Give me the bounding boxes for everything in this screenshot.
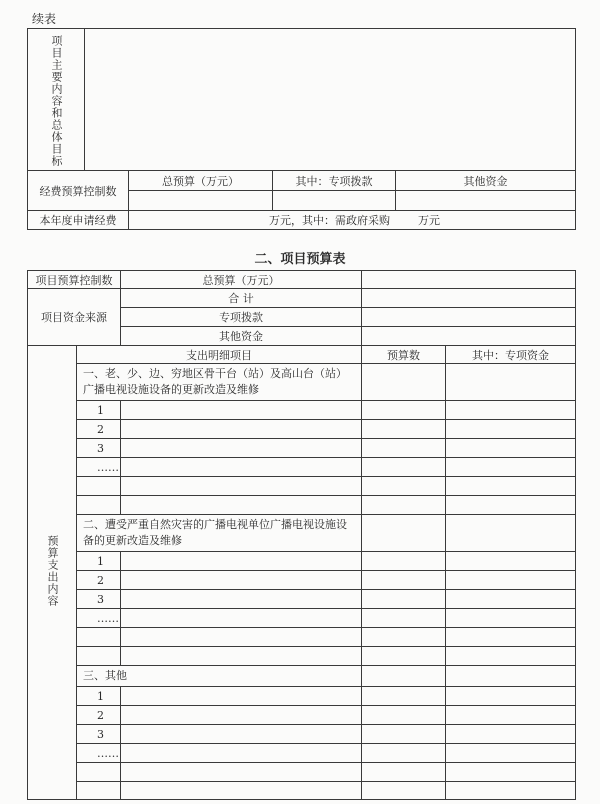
budget-cell[interactable] [362, 782, 446, 800]
row-index: 3 [77, 590, 121, 609]
budget-cell[interactable] [362, 496, 446, 515]
control-label: 项目预算控制数 [28, 271, 121, 289]
detail-cell[interactable] [121, 420, 362, 439]
budget-cell[interactable] [362, 763, 446, 782]
header-detail: 支出明细项目 [77, 346, 362, 364]
budget-cell[interactable] [362, 609, 446, 628]
expense-label-cell [28, 346, 77, 800]
header-budget: 预算数 [362, 346, 446, 364]
row-index: 2 [77, 706, 121, 725]
detail-cell[interactable] [121, 590, 362, 609]
header-special: 其中：专项资金 [446, 346, 576, 364]
detail-cell[interactable] [121, 552, 362, 571]
special-cell[interactable] [446, 763, 576, 782]
row-index-empty [77, 496, 121, 515]
row-index: 1 [77, 401, 121, 420]
budget-cell[interactable] [362, 439, 446, 458]
special-cell[interactable] [446, 666, 576, 687]
row-index-empty [77, 763, 121, 782]
source-label: 项目资金来源 [28, 289, 121, 346]
special-allocation-field[interactable] [273, 191, 396, 211]
category-3: 三、其他 [77, 666, 362, 687]
budget-cell[interactable] [362, 725, 446, 744]
row-index: …… [77, 744, 121, 763]
special-cell[interactable] [446, 590, 576, 609]
special-cell[interactable] [446, 364, 576, 401]
project-overview-table [27, 28, 576, 230]
budget-cell[interactable] [362, 401, 446, 420]
special-cell[interactable] [446, 420, 576, 439]
budget-cell[interactable] [362, 552, 446, 571]
detail-cell[interactable] [121, 763, 362, 782]
budget-cell[interactable] [362, 571, 446, 590]
col-other-funds: 其他资金 [396, 171, 576, 191]
col-total-budget: 总预算（万元） [129, 171, 273, 191]
col-special-allocation: 其中：专项拨款 [273, 171, 396, 191]
budget-control-label: 经费预算控制数 [28, 171, 129, 211]
row-index-empty [77, 477, 121, 496]
detail-cell[interactable] [121, 706, 362, 725]
detail-cell[interactable] [121, 725, 362, 744]
special-cell[interactable] [446, 725, 576, 744]
budget-cell[interactable] [362, 744, 446, 763]
row-index-empty [77, 782, 121, 800]
special-cell[interactable] [446, 628, 576, 647]
source-special-field[interactable] [362, 308, 576, 327]
other-funds-field[interactable] [396, 191, 576, 211]
budget-cell[interactable] [362, 590, 446, 609]
detail-cell[interactable] [121, 628, 362, 647]
main-content-label-cell [28, 29, 85, 171]
row-index-empty [77, 647, 121, 666]
budget-cell[interactable] [362, 458, 446, 477]
main-content-label: 项目主要内容和总体目标 [50, 35, 63, 167]
category-2: 二、遭受严重自然灾害的广播电视单位广播电视设施设备的更新改造及维修 [77, 515, 362, 552]
source-total-field[interactable] [362, 289, 576, 308]
category-1: 一、老、少、边、穷地区骨干台（站）及高山台（站）广播电视设施设备的更新改造及维修 [77, 364, 362, 401]
section-title: 二、项目预算表 [254, 252, 346, 267]
special-cell[interactable] [446, 439, 576, 458]
special-cell[interactable] [446, 401, 576, 420]
row-index: 3 [77, 439, 121, 458]
detail-cell[interactable] [121, 401, 362, 420]
detail-cell[interactable] [121, 477, 362, 496]
apply-funds-label: 本年度申请经费 [28, 211, 129, 230]
special-cell[interactable] [446, 744, 576, 763]
apply-funds-field[interactable] [129, 211, 576, 230]
row-index: …… [77, 609, 121, 628]
source-other-field[interactable] [362, 327, 576, 346]
special-cell[interactable] [446, 706, 576, 725]
control-total-label: 总预算（万元） [121, 271, 362, 289]
detail-cell[interactable] [121, 647, 362, 666]
special-cell[interactable] [446, 609, 576, 628]
row-index: 1 [77, 687, 121, 706]
special-cell[interactable] [446, 496, 576, 515]
expense-label: 预算支出内容 [46, 535, 59, 607]
row-index: 2 [77, 571, 121, 590]
project-budget-table [27, 270, 576, 800]
special-cell[interactable] [446, 782, 576, 800]
main-content-field[interactable] [85, 29, 576, 171]
special-cell[interactable] [446, 458, 576, 477]
budget-cell[interactable] [362, 706, 446, 725]
detail-cell[interactable] [121, 458, 362, 477]
row-index: 1 [77, 552, 121, 571]
special-cell[interactable] [446, 515, 576, 552]
source-row-total: 合 计 [121, 289, 362, 308]
special-cell[interactable] [446, 552, 576, 571]
control-total-field[interactable] [362, 271, 576, 289]
row-index: 3 [77, 725, 121, 744]
budget-cell[interactable] [362, 647, 446, 666]
source-row-special: 专项拨款 [121, 308, 362, 327]
detail-cell[interactable] [121, 687, 362, 706]
budget-cell[interactable] [362, 364, 446, 401]
special-cell[interactable] [446, 477, 576, 496]
special-cell[interactable] [446, 647, 576, 666]
special-cell[interactable] [446, 571, 576, 590]
budget-cell[interactable] [362, 515, 446, 552]
row-index-empty [77, 628, 121, 647]
continued-label: 续表 [32, 12, 57, 26]
detail-cell[interactable] [121, 439, 362, 458]
apply-unit-1: 万元，其中：需政府采购 [269, 214, 390, 227]
budget-cell[interactable] [362, 666, 446, 687]
total-budget-field[interactable] [129, 191, 273, 211]
apply-unit-2: 万元 [418, 214, 440, 227]
detail-cell[interactable] [121, 496, 362, 515]
row-index: …… [77, 458, 121, 477]
row-index: 2 [77, 420, 121, 439]
special-cell[interactable] [446, 687, 576, 706]
source-row-other: 其他资金 [121, 327, 362, 346]
budget-cell[interactable] [362, 628, 446, 647]
detail-cell[interactable] [121, 782, 362, 800]
detail-cell[interactable] [121, 744, 362, 763]
detail-cell[interactable] [121, 571, 362, 590]
budget-cell[interactable] [362, 420, 446, 439]
budget-cell[interactable] [362, 477, 446, 496]
budget-cell[interactable] [362, 687, 446, 706]
detail-cell[interactable] [121, 609, 362, 628]
